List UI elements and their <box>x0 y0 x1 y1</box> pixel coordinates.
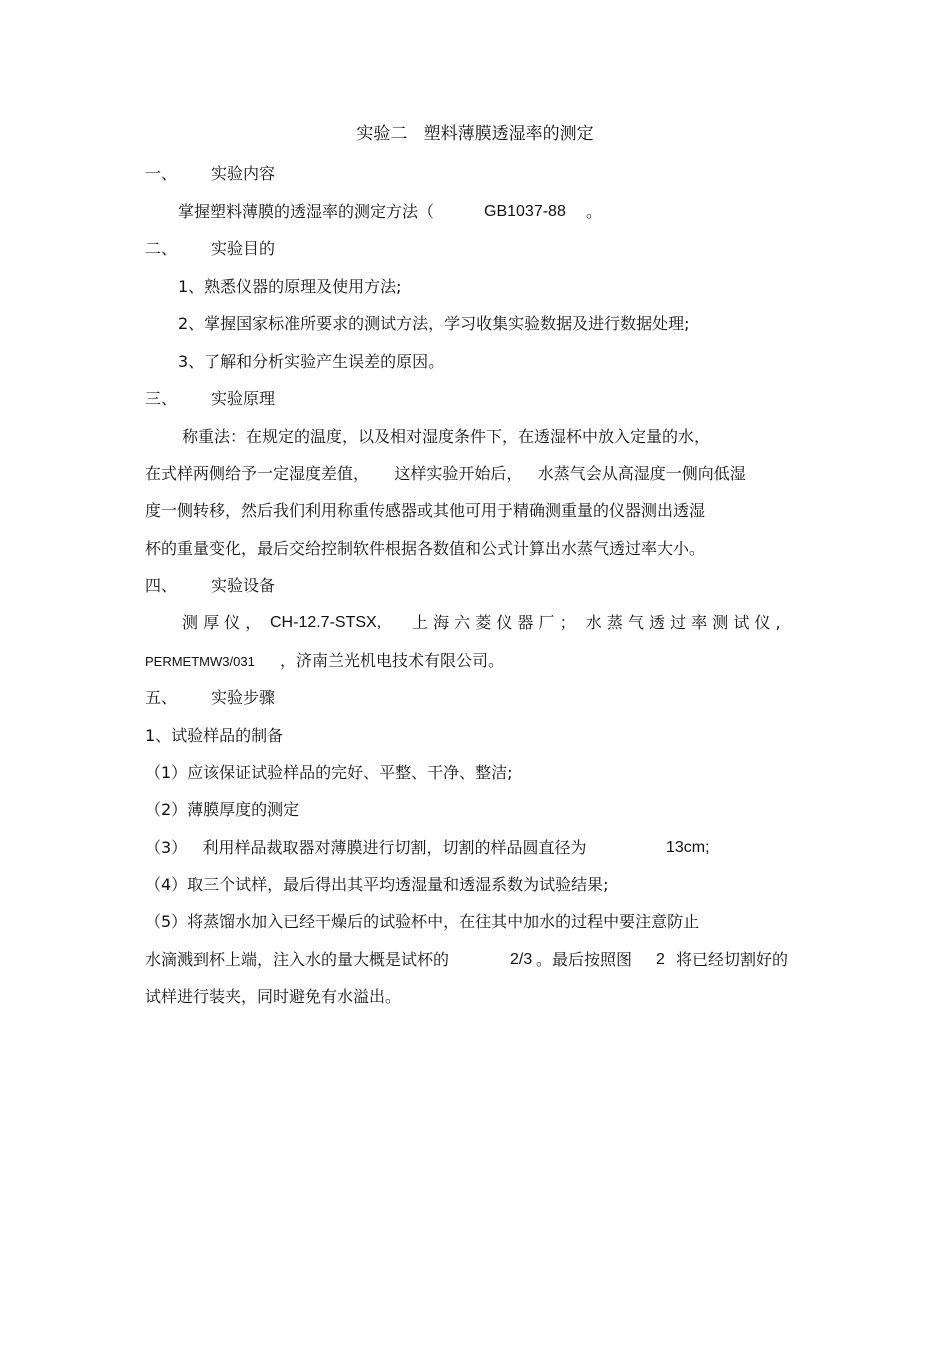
section-number: 一、 <box>145 164 178 183</box>
section-heading: 实验内容 <box>211 164 276 183</box>
fraction-value: 2/3 <box>510 951 533 968</box>
purpose-item: 1、熟悉仪器的原理及使用方法; <box>178 277 402 296</box>
principle-line: 度一侧转移，然后我们利用称重传感器或其他可用于精确测重量的仪器测出透湿 <box>145 501 706 520</box>
step-item: （3） 利用样品裁取器对薄膜进行切割，切割的样品圆直径为 <box>145 838 587 857</box>
section-number: 五、 <box>145 688 178 707</box>
principle-line: 称重法：在规定的温度，以及相对湿度条件下，在透湿杯中放入定量的水， <box>182 427 711 446</box>
step-item: （2）薄膜厚度的测定 <box>145 800 300 819</box>
section-number: 二、 <box>145 239 178 258</box>
step-item: （5）将蒸馏水加入已经干燥后的试验杯中，在往其中加水的过程中要注意防止 <box>145 912 700 931</box>
section-number: 四、 <box>145 576 178 595</box>
content-text: 掌握塑料薄膜的透湿率的测定方法（ <box>178 202 435 221</box>
step-item: 将已经切割好的 <box>676 950 789 969</box>
step-item: 水滴溅到杯上端，注入水的量大概是试杯的 <box>145 950 450 969</box>
equipment-text: 上 海 六 菱 仪 器 厂 ； 水 蒸 气 透 过 率 测 试 仪 , <box>412 613 781 632</box>
diameter-value: 13cm; <box>666 839 710 856</box>
equipment-model: PERMETMW3/031 <box>145 654 255 669</box>
principle-line: 在式样两侧给予一定湿度差值， 这样实验开始后， 水蒸气会从高湿度一侧向低湿 <box>145 464 746 483</box>
figure-number: 2 <box>656 951 665 968</box>
section-heading: 实验目的 <box>211 239 276 258</box>
section-heading: 实验步骤 <box>211 688 276 707</box>
section-heading: 实验设备 <box>211 576 276 595</box>
equipment-text: 测 厚 仪 ， <box>182 613 262 632</box>
document-title: 实验二 塑料薄膜透湿率的测定 <box>356 124 594 144</box>
principle-line: 杯的重量变化，最后交给控制软件根据各数值和公式计算出水蒸气透过率大小。 <box>145 539 706 558</box>
step-item: 试样进行装夹，同时避免有水溢出。 <box>145 987 402 1006</box>
standard-code: GB1037-88 <box>484 203 566 220</box>
step-heading: 1、试验样品的制备 <box>145 726 284 745</box>
step-item: （1）应该保证试验样品的完好、平整、干净、整洁; <box>145 763 513 782</box>
equipment-model: CH-12.7-STSX, <box>270 614 382 631</box>
section-number: 三、 <box>145 389 178 408</box>
purpose-item: 3、了解和分析实验产生误差的原因。 <box>178 352 445 371</box>
content-text-end: 。 <box>586 202 603 221</box>
purpose-item: 2、掌握国家标准所要求的测试方法，学习收集实验数据及进行数据处理; <box>178 314 690 333</box>
step-item: 。最后按照图 <box>536 950 633 969</box>
step-item: （4）取三个试样，最后得出其平均透湿量和透湿系数为试验结果; <box>145 875 609 894</box>
section-heading: 实验原理 <box>211 389 276 408</box>
equipment-text: ，济南兰光机电技术有限公司。 <box>280 651 505 670</box>
